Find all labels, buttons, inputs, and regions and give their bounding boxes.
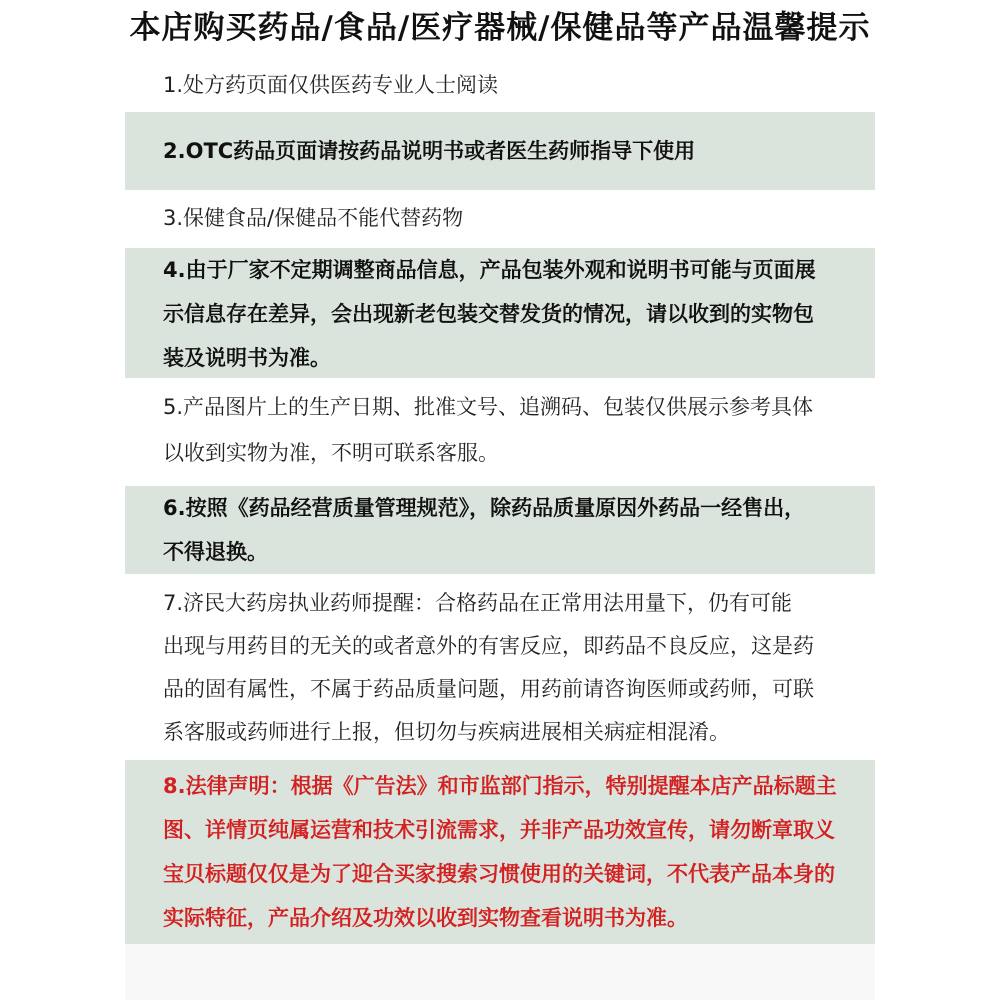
notice-item-2 [125, 112, 875, 190]
notice-line: 7.济民大药房执业药师提醒：合格药品在正常用法用量下，仍有可能 [163, 591, 793, 615]
notice-line: 以收到实物为准，不明可联系客服。 [163, 441, 499, 465]
legal-notice-line: 宝贝标题仅仅是为了迎合买家搜索习惯使用的关键词，不代表产品本身的 [163, 862, 835, 886]
notice-item-6 [125, 486, 875, 574]
notice-item-5 [125, 384, 875, 480]
page-title: 本店购买药品/食品/医疗器械/保健品等产品温馨提示 [129, 10, 871, 46]
notice-line: 品的固有属性，不属于药品质量问题，用药前请咨询医师或药师，可联 [163, 677, 814, 701]
notice-line: 1.处方药页面仅供医药专业人士阅读 [163, 73, 499, 97]
notice-line: 示信息存在差异，会出现新老包装交替发货的情况，请以收到的实物包 [163, 302, 814, 326]
notice-item-3 [125, 194, 875, 242]
notice-item-4 [125, 248, 875, 378]
legal-notice [125, 760, 875, 944]
legal-notice-line: 图、详情页纯属运营和技术引流需求，并非产品功效宣传，请勿断章取义 [163, 818, 835, 842]
notice-item-7 [125, 582, 875, 754]
notice-line: 不得退换。 [163, 540, 268, 564]
legal-notice-line: 8.法律声明：根据《广告法》和市监部门指示，特别提醒本店产品标题主 [163, 774, 837, 798]
notice-line: 2.OTC药品页面请按药品说明书或者医生药师指导下使用 [163, 139, 696, 163]
notice-line: 5.产品图片上的生产日期、批准文号、追溯码、包装仅供展示参考具体 [163, 395, 814, 419]
notice-line: 4.由于厂家不定期调整商品信息，产品包装外观和说明书可能与页面展 [163, 258, 816, 282]
notice-line: 3.保健食品/保健品不能代替药物 [163, 206, 464, 230]
bottom-spacer [125, 944, 875, 1000]
notice-line: 装及说明书为准。 [163, 346, 331, 370]
notice-line: 系客服或药师进行上报，但切勿与疾病进展相关病症相混淆。 [163, 720, 730, 744]
notice-line: 出现与用药目的无关的或者意外的有害反应，即药品不良反应，这是药 [163, 634, 814, 658]
legal-notice-line: 实际特征，产品介绍及功效以收到实物查看说明书为准。 [163, 906, 688, 930]
notice-item-1 [125, 62, 875, 108]
notice-line: 6.按照《药品经营质量管理规范》，除药品质量原因外药品一经售出， [163, 496, 806, 520]
